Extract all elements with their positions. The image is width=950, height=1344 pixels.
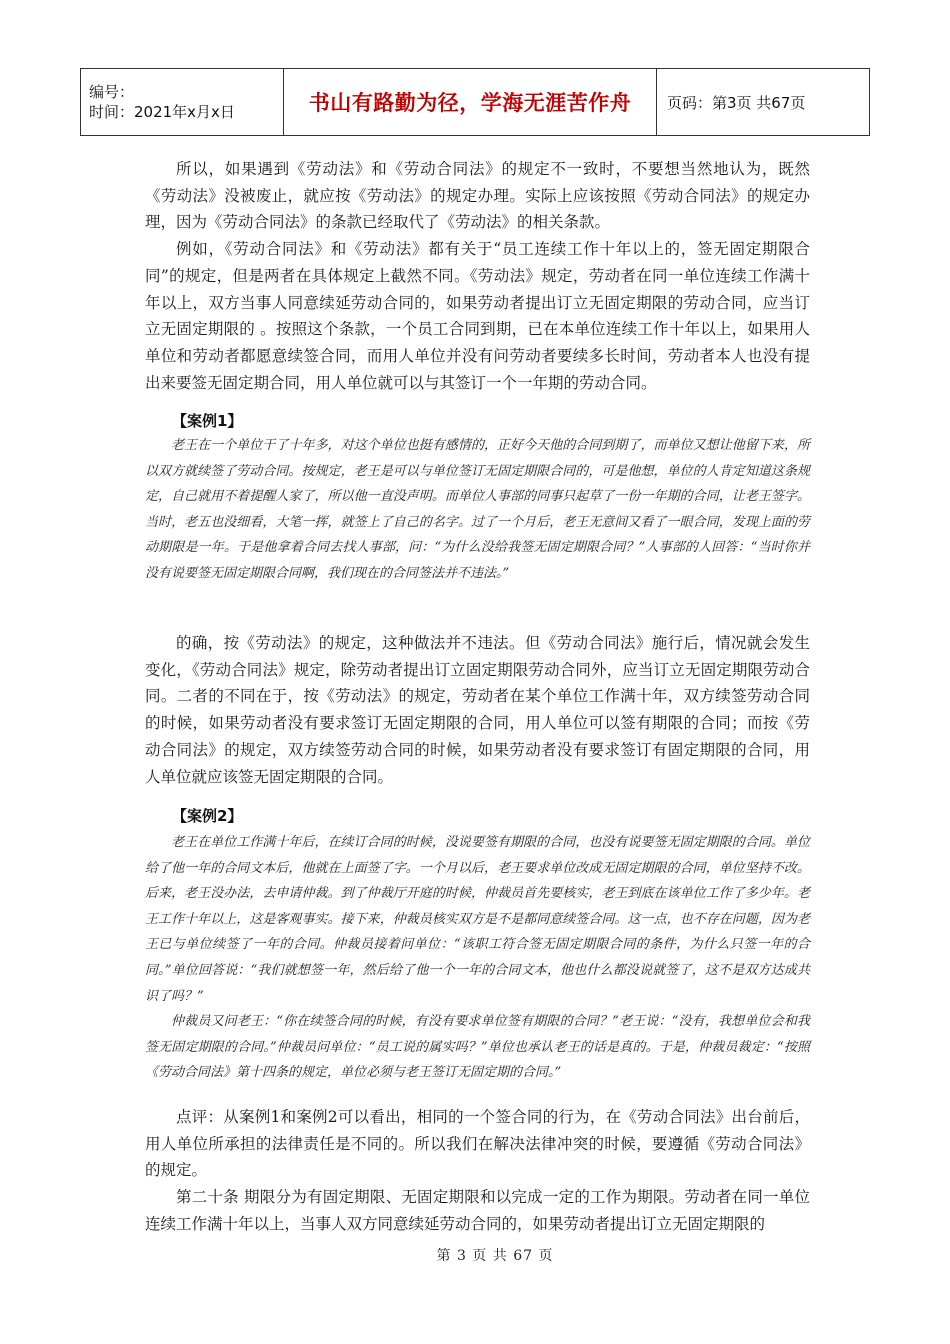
header-motto-cell: [284, 69, 657, 135]
footer-label: 第 3 页 共 67 页: [436, 1248, 554, 1264]
serial-label: 编号：: [89, 83, 135, 101]
paragraph: 例如，《劳动合同法》和《劳动法》都有关于“员工连续工作十年以上的，签无固定期限合同”的规定，但是两者在具体规定上截然不同。《劳动法》规定，劳动者在同一单位连续工作满十年以上，双方当事人同意续延劳动合同的，如果劳动者提出订立无固定期限的劳动合同，应当订立无固定期限的 。按照这个条款，一个员工合同到期，已在本单位连续工作十年以上，如果用人单位和劳动者都愿意续签合同，而用人单位并没有问劳动者要续多长时间，劳动者本人也没有提出来要签无固定期合同，用人单位就可以与其签订一个一年期的劳动合同。: [145, 240, 810, 392]
header-table: [80, 68, 870, 136]
paragraph: 点评：从案例1和案例2可以看出，相同的一个签合同的行为，在《劳动合同法》出台前后，用人单位所承担的法律责任是不同的。所以我们在解决法律冲突的时候，要遵循《劳动合同法》的规定。: [145, 1108, 810, 1180]
section-comparison: [145, 630, 810, 790]
paragraph: 的确，按《劳动法》的规定，这种做法并不违法。但《劳动合同法》施行后，情况就会发生变化，《劳动合同法》规定，除劳动者提出订立固定期限劳动合同外，应当订立无固定期限劳动合同。二者的不同在于，按《劳动法》的规定，劳动者在某个单位工作满十年，双方续签劳动合同的时候，如果劳动者没有要求签订无固定期限的合同，用人单位可以签有期限的合同；而按《劳动合同法》的规定，双方续签劳动合同的时候，如果劳动者没有要求签订有固定期限的合同，用人单位就应该签无固定期限的合同。: [145, 634, 810, 786]
header-page-cell: [657, 69, 869, 135]
case1-body: [145, 433, 810, 587]
paragraph: 所以，如果遇到《劳动法》和《劳动合同法》的规定不一致时，不要想当然地认为，既然《劳动法》没被废止，就应按《劳动法》的规定办理。实际上应该按照《劳动合同法》的规定办理，因为《劳动合同法》的条款已经取代了《劳动法》的相关条款。: [145, 160, 810, 232]
section-intro: [145, 156, 810, 396]
section-review: [145, 1104, 810, 1238]
paragraph: 第二十条 期限分为有固定期限、无固定期限和以完成一定的工作为期限。劳动者在同一单位连续工作满十年以上，当事人双方同意续延劳动合同的，如果劳动者提出订立无固定期限的: [145, 1188, 810, 1233]
case-paragraph: 老王在一个单位干了十年多，对这个单位也挺有感情的，正好今天他的合同到期了，而单位又想让他留下来，所以双方就续签了劳动合同。按规定，老王是可以与单位签订无固定期限合同的，可是他想，单位的人肯定知道这条规定，自己就用不着提醒人家了，所以他一直没声明。而单位人事部的同事只起草了一份一年期的合同，让老王签字。当时，老五也没细看，大笔一挥，就签上了自己的名字。过了一个月后，老王无意间又看了一眼合同，发现上面的劳动期限是一年。于是他拿着合同去找人事部，问：“为什么没给我签无固定期限合同？”人事部的人回答：“当时你并没有说要签无固定期限合同啊，我们现在的合同签法并不违法。”: [145, 438, 810, 581]
case-paragraph: 仲裁员又问老王：“你在续签合同的时候，有没有要求单位签有期限的合同？”老王说：“没有，我想单位会和我签无固定期限的合同。”仲裁员问单位：“员工说的属实吗？”单位也承认老王的话是真的。于是，仲裁员裁定：“按照《劳动合同法》第十四条的规定，单位必须与老王签订无固定期的合同。”: [145, 1014, 810, 1081]
case-paragraph: 老王在单位工作满十年后，在续订合同的时候，没说要签有期限的合同，也没有说要签无固定期限的合同。单位给了他一年的合同文本后，他就在上面签了字。一个月以后，老王要求单位改成无固定期限的合同，单位坚持不改。后来，老王没办法，去申请仲裁。到了仲裁厅开庭的时候，仲裁员首先要核实，老王到底在该单位工作了多少年。老王工作十年以上，这是客观事实。接下来，仲裁员核实双方是不是都同意续签合同。这一点，也不存在问题，因为老王已与单位续签了一年的合同。仲裁员接着问单位：“该职工符合签无固定期限合同的条件，为什么只签一年的合同。”单位回答说：“我们就想签一年，然后给了他一个一年的合同文本，他也什么都没说就签了，这不是双方达成共识了吗？”: [145, 835, 810, 1004]
page-label: 页码：第3页 共67页: [667, 93, 806, 112]
page-footer: [0, 1245, 950, 1265]
case2-title: 【案例2】: [172, 807, 243, 825]
case2-body: [145, 830, 810, 1086]
header-meta: [81, 69, 284, 135]
motto: 书山有路勤为径，学海无涯苦作舟: [308, 91, 632, 115]
case1-title: 【案例1】: [172, 412, 243, 430]
date-label: 时间：2021年x月x日: [89, 103, 235, 121]
